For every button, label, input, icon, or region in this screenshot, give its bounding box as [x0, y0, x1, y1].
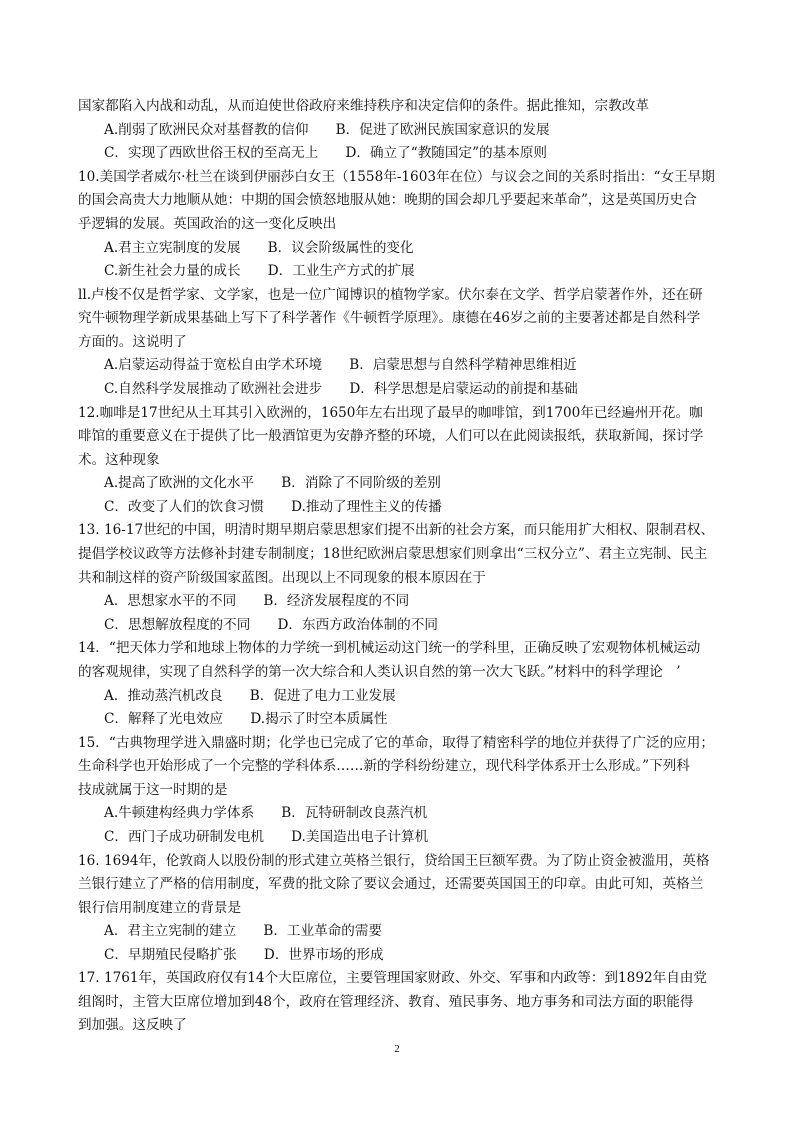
text-line: 方面的。这说明了	[78, 334, 187, 350]
option-line: A.牛顿建构经典力学体系 B．瓦特研制改良蒸汽机	[104, 805, 428, 821]
option-line: A．推动蒸汽机改良 B．促进了电力工业发展	[104, 688, 396, 704]
option-line: A.君主立宪制度的发展 B．议会阶级属性的变化	[104, 240, 414, 256]
option-line: C．改变了人们的饮食习惯 D.推动了理性主义的传播	[104, 499, 442, 515]
option-line: C．思想解放程度的不同 D．东西方政治体制的不同	[104, 617, 438, 633]
text-line: 啡馆的重要意义在于提供了比一般酒馆更为安静齐整的环境，人们可以在此阅读报纸，获取新闻，探讨学	[78, 428, 704, 444]
text-line: 技成就属于这一时期的是	[78, 782, 228, 798]
question-14-line: 14．“把天体力学和地球上物体的力学统一到机械运动这门统一的学科里，正确反映了宏观物体机械运动	[78, 640, 701, 656]
text-line: 国家都陷入内战和动乱，从而迫使世俗政府来维持秩序和决定信仰的条件。据此推知，宗教改革	[78, 98, 649, 114]
text-line: 术。这种现象	[78, 452, 160, 468]
text-line: 提倡学校议政等方法修补封建专制制度；18世纪欧洲启蒙思想家们则拿出“三权分立”、君主立宪制、民主	[78, 546, 708, 562]
question-15-line: 15．“古典物理学进入鼎盛时期；化学也已完成了它的革命，取得了精密科学的地位并获得了广泛的应用；	[78, 735, 714, 751]
text-line: 共和制这样的资产阶级国家蓝图。出现以上不同现象的根本原因在于	[78, 570, 486, 586]
page-number: 2	[394, 1043, 400, 1055]
option-line: A．思想家水平的不同 B．经济发展程度的不同	[104, 593, 410, 609]
text-line: 银行信用制度建立的背景是	[78, 900, 242, 916]
option-line: C．西门子成功研制发电机 D.美国造出电子计算机	[104, 829, 429, 845]
option-line: A.削弱了欧洲民众对基督教的信仰 B．促进了欧洲民族国家意识的发展	[104, 122, 550, 138]
option-line: C.新生社会力量的成长 D．工业生产方式的扩展	[104, 263, 415, 279]
text-line: 生命科学也开始形成了一个完整的学科体系……新的学科纷纷建立，现代科学体系开士么形成。”下列科	[78, 758, 690, 774]
text-line: 乎逻辑的发展。英国政治的这一变化反映出	[78, 216, 337, 232]
question-11-line: ll.卢梭不仅是哲学家、文学家，也是一位广闻博识的植物学家。伏尔泰在文学、哲学启蒙著作外，还在研	[78, 287, 703, 303]
option-line: A．君主立宪制的建立 B．工业革命的需要	[104, 923, 383, 939]
question-17-line: 17. 1761年，英国政府仅有14个大臣席位，主要管理国家财政、外交、军事和内政等：到1892年自由党	[78, 970, 707, 986]
text-line: 究牛顿物理学新成果基础上写下了科学著作《牛顿哲学原理》。康德在46岁之前的主要著述都是自然科学	[78, 310, 701, 326]
option-line: A.启蒙运动得益于宽松自由学术环境 B．启蒙思想与自然科学精神思维相近	[104, 357, 577, 373]
question-12-line: 12.咖啡是17世纪从土耳其引入欧洲的，1650年左右出现了最早的咖啡馆，到1700年已经遍州开花。咖	[78, 405, 703, 421]
text-line: 到加强。这反映了	[78, 1017, 187, 1033]
text-line: 组阁时，主管大臣席位增加到48个，政府在管理经济、教育、殖民事务、地方事务和司法方面的职能得	[78, 994, 694, 1010]
option-line: C．解释了光电效应 D.揭示了时空本质属性	[104, 711, 388, 727]
question-16-line: 16. 1694年，伦敦商人以股份制的形式建立英格兰银行，贷给国王巨额军费。为了防止资金被滥用，英格	[78, 853, 710, 869]
question-10-line: 10.美国学者威尔·杜兰在谈到伊丽莎白女王（1558年-1603年在位）与议会之间的关系时指出：“女王早期	[78, 169, 715, 185]
text-line: 的国会高贵大力地顺从她：中期的国会愤怒地服从她：晚期的国会却几乎要起来革命”，这是英国历史合	[78, 192, 697, 208]
option-line: C．早期殖民侵略扩张 D．世界市场的形成	[104, 947, 384, 963]
option-line: A.提高了欧洲的文化水平 B．消除了不同阶级的差别	[104, 475, 441, 491]
question-13-line: 13. 16-17世纪的中国，明清时期早期启蒙思想家们提不出新的社会方案，而只能用扩大相权、限制君权、	[78, 522, 715, 538]
option-line: C．实现了西欧世俗王权的至高无上 D．确立了“教随国定”的基本原则	[104, 145, 548, 161]
option-line: C.自然科学发展推动了欧洲社会进步 D．科学思想是启蒙运动的前提和基础	[104, 381, 578, 397]
text-line: 兰银行建立了严格的信用制度，军费的批文除了要议会通过，还需要英国国王的印章。由此可知，英格兰	[78, 876, 704, 892]
text-line: 的客观规律，实现了自然科学的第一次大综合和人类认识自然的第一次大飞跃。”材料中的科学理论 ’	[78, 664, 681, 680]
